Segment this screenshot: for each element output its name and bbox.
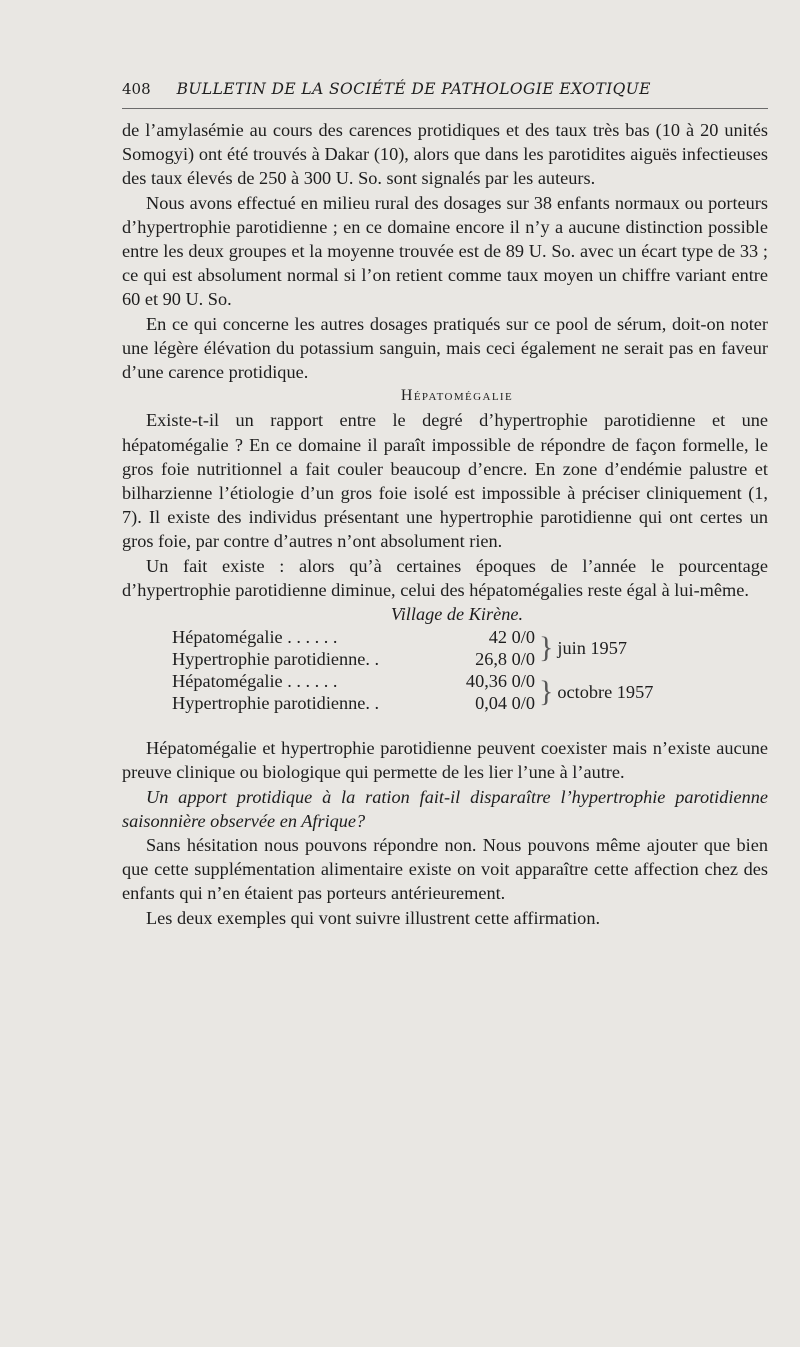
brace-symbol: } <box>539 631 554 665</box>
row-label: Hypertrophie parotidienne. . <box>172 693 380 714</box>
paragraph: de l’amylasémie au cours des carences protidiques et des taux très bas (10 à 20 unités Somogyi) ont été trouvés à Dakar (10), alors que dans les parotidites aiguës infectieuses des taux élevés de 250 à 300 U. So. sont signalés par les auteurs. <box>122 120 768 189</box>
table-caption: Village de Kirène. <box>390 604 524 625</box>
paragraph: Nous avons effectué en milieu rural des dosages sur 38 enfants normaux ou porteurs d’hypertrophie parotidienne ; en ce domaine encore il n’y a aucune distinction possible entre les deux groupes et la moyenne trouvée est de 89 U. So. avec un écart type de 33 ; ce qui est absolument normal si l’on retient comme taux moyen un chiffre variant entre 60 et 90 U. So. <box>122 192 768 310</box>
period-label: octobre 1957 <box>557 682 654 703</box>
paragraph: Les deux exemples qui vont suivre illustrent cette affirmation. <box>146 907 601 928</box>
page-number: 408 <box>122 80 151 98</box>
paragraph: Un fait existe : alors qu’à certaines époques de l’année le pourcentage d’hypertrophie parotidienne diminue, celui des hépatomégalies reste égal à lui-même. <box>122 555 768 600</box>
paragraph: En ce qui concerne les autres dosages pratiqués sur ce pool de sérum, doit-on noter une légère élévation du potassium sanguin, mais ceci également ne serait pas en faveur d’une carence protidique. <box>122 313 768 383</box>
paragraph: Hépatomégalie et hypertrophie parotidienne peuvent coexister mais n’existe aucune preuve clinique ou biologique qui permette de les lier l’une à l’autre. <box>122 738 768 783</box>
section-heading: Hépatomégalie <box>400 387 514 405</box>
paragraph: Sans hésitation nous pouvons répondre non. Nous pouvons même ajouter que bien que cette supplémentation alimentaire existe on voit apparaître cette affection chez des enfants qui n’en étaient pas porteurs antérieurement. <box>122 835 768 904</box>
table-row <box>172 670 653 692</box>
row-label: Hépatomégalie . . . . . . <box>172 671 338 692</box>
journal-title: BULLETIN DE LA SOCIÉTÉ DE PATHOLOGIE EXOTIQUE <box>176 80 651 98</box>
running-header <box>122 80 768 98</box>
period-label: juin 1957 <box>557 638 627 659</box>
row-label: Hypertrophie parotidienne. . <box>172 649 380 670</box>
paragraph: Existe-t-il un rapport entre le degré d’hypertrophie parotidienne et une hépatomégalie ? En ce domaine il paraît impossible de répondre de façon formelle, le gros foie nutritionnel a fait couler beaucoup d’encre. En zone d’endémie palustre et bilharzienne l’étiologie d’un gros foie isolé est impossible à préciser cliniquement (1, 7). Il existe des individus présentant une hypertrophie parotidienne qui ont certes un gros foie, par contre d’autres n’ont absolument rien. <box>122 410 768 552</box>
row-value: 42 0/0 <box>488 627 535 648</box>
row-value: 0,04 0/0 <box>475 693 535 714</box>
spacer <box>122 714 768 736</box>
table-row <box>172 626 653 648</box>
brace-symbol: } <box>539 675 554 709</box>
row-value: 40,36 0/0 <box>465 671 535 692</box>
row-value: 26,8 0/0 <box>475 649 535 670</box>
header-rule <box>122 108 768 109</box>
row-label: Hépatomégalie . . . . . . <box>172 627 338 648</box>
question-paragraph: Un apport protidique à la ration fait-il disparaître l’hypertrophie parotidienne saisonnière observée en Afrique? <box>122 786 768 831</box>
data-table <box>172 626 653 714</box>
article-body <box>122 118 768 930</box>
